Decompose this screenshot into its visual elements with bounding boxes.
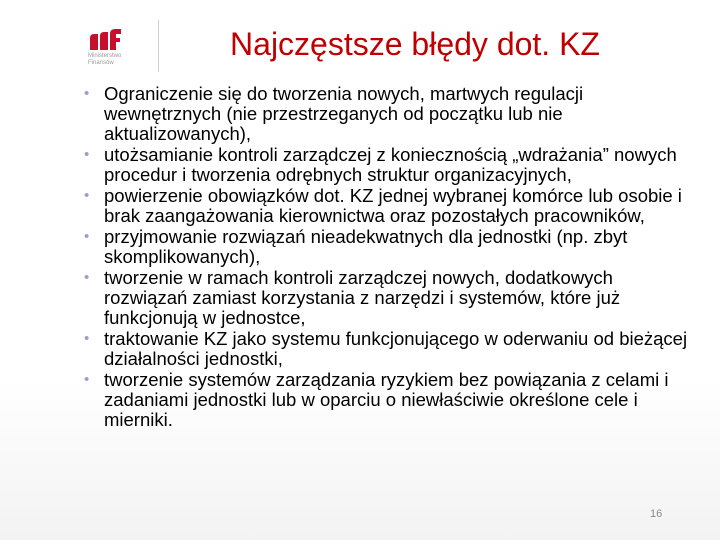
- bullet-dot-icon: •: [84, 85, 90, 102]
- bullet-text: Ograniczenie się do tworzenia nowych, martwych regulacji wewnętrznych (nie przestrzeganych od początku lub nie aktualizowanych),: [104, 83, 584, 144]
- bullet-text: powierzenie obowiązków dot. KZ jednej wybranej komórce lub osobie i brak zaangażowania kierownictwa oraz pozostałych pracowników,: [104, 185, 682, 226]
- ministry-logo-mark-icon: [88, 26, 144, 52]
- bullet-dot-icon: •: [84, 269, 90, 286]
- bullet-text: tworzenie systemów zarządzania ryzykiem bez powiązania z celami i zadaniami jednostki lub w oparciu o niewłaściwie określone cele i mierniki.: [104, 369, 669, 430]
- bullet-item: [0, 145, 720, 185]
- bullet-text: przyjmowanie rozwiązań nieadekwatnych dla jednostki (np. zbyt skomplikowanych),: [104, 226, 628, 267]
- bullet-dot-icon: •: [84, 228, 90, 245]
- bullet-dot-icon: •: [84, 330, 90, 347]
- bullet-text: traktowanie KZ jako systemu funkcjonującego w oderwaniu od bieżącej działalności jednostki,: [104, 328, 688, 369]
- logo-line-1: Ministerstwo: [88, 53, 122, 59]
- bullet-text: tworzenie w ramach kontroli zarządczej nowych, dodatkowych rozwiązań zamiast korzystania z narzędzi i systemów, które już funkcjonują w jednostce,: [104, 267, 621, 328]
- bullet-dot-icon: •: [84, 187, 90, 204]
- bullet-dot-icon: •: [84, 371, 90, 388]
- ministry-logo-text: [88, 53, 148, 67]
- header-divider: [158, 20, 159, 72]
- ministry-logo: [88, 26, 144, 70]
- logo-line-2: Finansów: [88, 60, 114, 66]
- bullet-item: [0, 268, 720, 328]
- bullet-list: [0, 84, 720, 430]
- bullet-item: [0, 370, 720, 430]
- bullet-item: [0, 84, 720, 144]
- bullet-text: utożsamianie kontroli zarządczej z koniecznością „wdrażania” nowych procedur i tworzenia odrębnych struktur organizacyjnych,: [104, 144, 677, 185]
- bullet-dot-icon: •: [84, 146, 90, 163]
- bullet-item: [0, 329, 720, 369]
- bullet-item: [0, 186, 720, 226]
- slide-content: [0, 84, 720, 431]
- bullet-item: [0, 227, 720, 267]
- slide-title: Najczęstsze błędy dot. KZ: [230, 26, 600, 62]
- page-number: 16: [650, 508, 663, 520]
